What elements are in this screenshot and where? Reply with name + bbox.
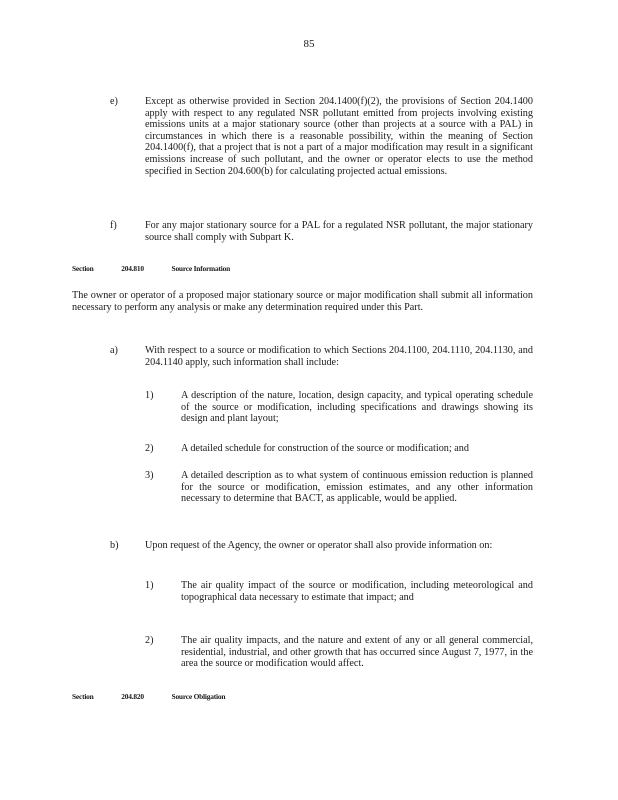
sub-a-item-3-text: A detailed description as to what system of continuous emission reduction is planned for the source or modification, emission estimates, and any other information necessary to determine that BACT, as applicable, would be applied. — [181, 470, 533, 505]
section-number: 204.810 — [121, 264, 144, 273]
sub-b-item-2-text: The air quality impacts, and the nature and extent of any or all general commercial, residential, industrial, and other growth that has occurred since August 7, 1977, in the area the source or modification would affect. — [181, 635, 533, 670]
sub-b-item-1-label: 1) — [145, 580, 154, 591]
section-number: 204.820 — [121, 692, 144, 701]
section-word: Section — [72, 264, 94, 273]
sub-b-text: Upon request of the Agency, the owner or operator shall also provide information on: — [145, 540, 493, 551]
sub-a-item-1-label: 1) — [145, 390, 154, 401]
sub-a-item-1-text: A description of the nature, location, design capacity, and typical operating schedule of the source or modification, including specifications and drawings showing its design and plant layout; — [181, 390, 533, 425]
section-title: Source Information — [171, 264, 230, 273]
item-e-label: e) — [110, 96, 118, 107]
item-e-text: Except as otherwise provided in Section 204.1400(f)(2), the provisions of Section 204.1400 apply with respect to any regulated NSR pollutant emitted from projects involving existing emissions units at a major stationary source (other than projects at a source with a PAL) in circumstances in which there is a reasonable possibility, within the meaning of Section 204.1400(f), that a project that is not a part of a major modification may result in a significant emissions increase of such pollutant, and the owner or operator elects to use the method specified in Section 204.600(b) for calculating projected actual emissions. — [145, 96, 533, 177]
sub-b-label: b) — [110, 540, 119, 551]
item-f-label: f) — [110, 220, 117, 231]
section-title: Source Obligation — [171, 692, 226, 701]
section-heading-810 — [72, 264, 230, 273]
section-word: Section — [72, 692, 94, 701]
sub-a-label: a) — [110, 345, 118, 356]
sub-a-item-3-label: 3) — [145, 470, 154, 481]
sub-b-item-1-text: The air quality impact of the source or modification, including meteorological and topographical data necessary to estimate that impact; and — [181, 580, 533, 603]
sub-a-item-2-label: 2) — [145, 443, 154, 454]
sub-a-item-2-text: A detailed schedule for construction of the source or modification; and — [181, 443, 469, 454]
section-810-intro: The owner or operator of a proposed major stationary source or major modification shall submit all information necessary to perform any analysis or make any determination required under this Part. — [72, 290, 533, 313]
sub-a-text: With respect to a source or modification to which Sections 204.1100, 204.1110, 204.1130, and 204.1140 apply, such information shall include: — [145, 345, 533, 368]
page-number: 85 — [303, 38, 315, 50]
item-f-text: For any major stationary source for a PAL for a regulated NSR pollutant, the major stationary source shall comply with Subpart K. — [145, 220, 533, 243]
section-heading-820 — [72, 692, 225, 701]
sub-b-item-2-label: 2) — [145, 635, 154, 646]
